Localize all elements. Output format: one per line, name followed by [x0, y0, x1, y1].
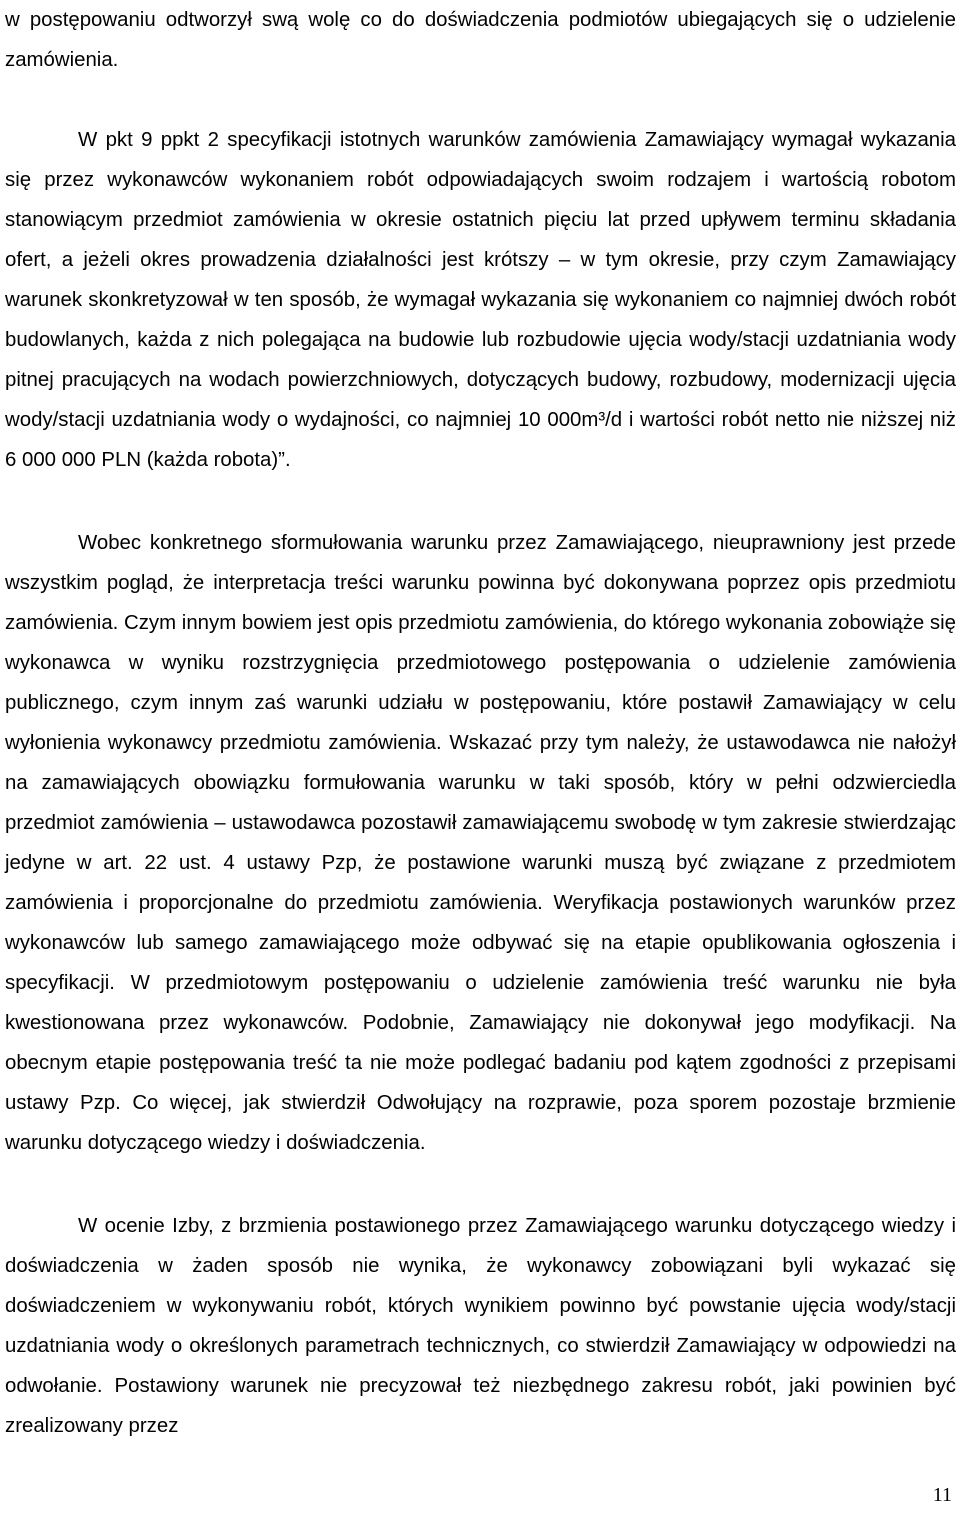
paragraph-condition-description: W pkt 9 ppkt 2 specyfikacji istotnych warunków zamówienia Zamawiający wymagał wykazania się przez wykonawców wykonaniem robót odpowiadających swoim rodzajem i wartością robotom stanowiącym przedmiot zamówienia w okresie ostatnich pięciu lat przed upływem terminu składania ofert, a jeżeli okres prowadzenia działalności jest krótszy – w tym okresie, przy czym Zamawiający warunek skonkretyzował w ten sposób, że wymagał wykazania się wykonaniem co najmniej dwóch robót budowlanych, każda z nich polegająca na budowie lub rozbudowie ujęcia wody/stacji uzdatniania wody pitnej pracujących na wodach powierzchniowych, dotyczących budowy, rozbudowy, modernizacji ujęcia wody/stacji uzdatniania wody o wydajności, co najmniej 10 000m³/d i wartości robót netto nie niższej niż 6 000 000 PLN (każda robota)”. [5, 129, 956, 471]
page-number: 11 [932, 1484, 952, 1506]
document-page [5, 0, 956, 1446]
paragraph-continuation: w postępowaniu odtworzył swą wolę co do doświadczenia podmiotów ubiegających się o udzielenie zamówienia. [5, 9, 956, 71]
paragraph-interpretation: Wobec konkretnego sformułowania warunku przez Zamawiającego, nieuprawniony jest przede wszystkim pogląd, że interpretacja treści warunku powinna być dokonywana poprzez opis przedmiotu zamówienia. Czym innym bowiem jest opis przedmiotu zamówienia, do którego wykonania zobowiąże się wykonawca w wyniku rozstrzygnięcia przedmiotowego postępowania o udzielenie zamówienia publicznego, czym innym zaś warunki udziału w postępowaniu, które postawił Zamawiający w celu wyłonienia wykonawcy przedmiotu zamówienia. Wskazać przy tym należy, że ustawodawca nie nałożył na zamawiających obowiązku formułowania warunku w taki sposób, który w pełni odzwierciedla przedmiot zamówienia – ustawodawca pozostawił zamawiającemu swobodę w tym zakresie stwierdzając jedyne w art. 22 ust. 4 ustawy Pzp, że postawione warunki muszą być związane z przedmiotem zamówienia i proporcjonalne do przedmiotu zamówienia. Weryfikacja postawionych warunków przez wykonawców lub samego zamawiającego może odbywać się na etapie opublikowania ogłoszenia i specyfikacji. W przedmiotowym postępowaniu o udzielenie zamówienia treść warunku nie była kwestionowana przez wykonawców. Podobnie, Zamawiający nie dokonywał jego modyfikacji. Na obecnym etapie postępowania treść ta nie może podlegać badaniu pod kątem zgodności z przepisami ustawy Pzp. Co więcej, jak stwierdził Odwołujący na rozprawie, poza sporem pozostaje brzmienie warunku dotyczącego wiedzy i doświadczenia. [5, 532, 956, 1154]
paragraph-chamber-assessment: W ocenie Izby, z brzmienia postawionego przez Zamawiającego warunku dotyczącego wiedzy i doświadczenia w żaden sposób nie wynika, że wykonawcy zobowiązani byli wykazać się doświadczeniem w wykonywaniu robót, których wynikiem powinno być powstanie ujęcia wody/stacji uzdatniania wody o określonych parametrach technicznych, co stwierdził Zamawiający w odpowiedzi na odwołanie. Postawiony warunek nie precyzował też niezbędnego zakresu robót, jaki powinien być zrealizowany przez [5, 1215, 956, 1437]
